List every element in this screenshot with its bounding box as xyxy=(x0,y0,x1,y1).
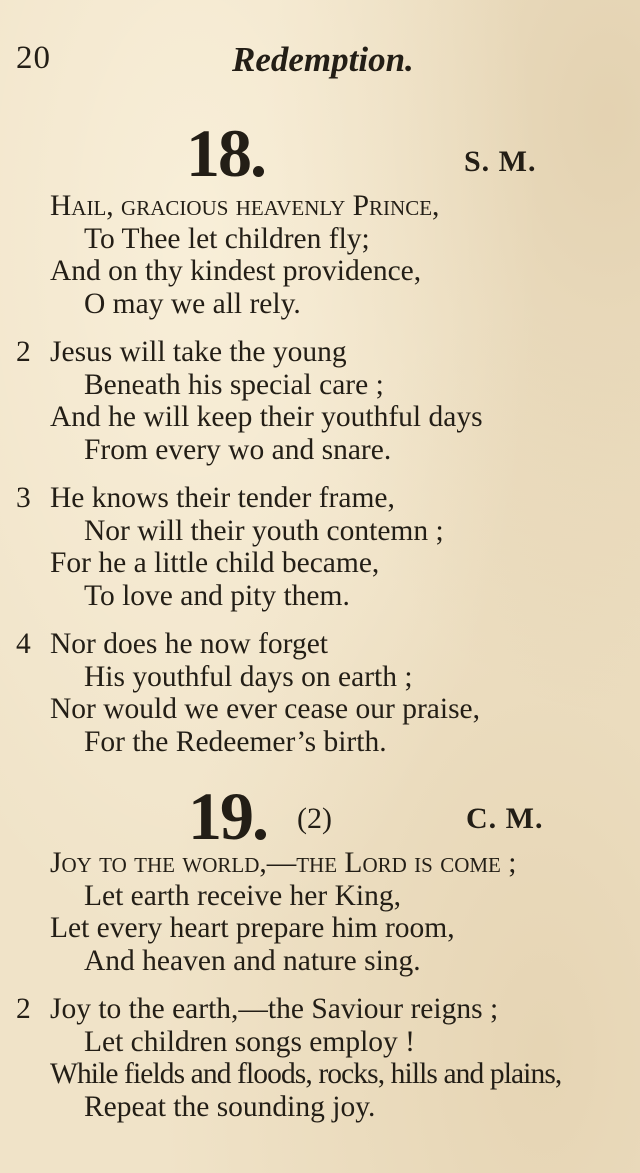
verse-line: And on thy kindest providence, xyxy=(50,255,422,287)
verse-line-text: Nor does he now forget xyxy=(50,628,329,660)
verse-line-text: He knows their tender frame, xyxy=(50,482,395,514)
stanza-number: 3 xyxy=(16,482,31,514)
page-number: 20 xyxy=(16,40,51,76)
verse-line xyxy=(0,482,640,515)
verse-line-text: Hail, gracious heavenly Prince, xyxy=(50,190,440,222)
verse-line-text: Joy to the world,—the Lord is come ; xyxy=(50,847,517,879)
stanza-number: 2 xyxy=(16,993,31,1025)
verse-line: And he will keep their youthful days xyxy=(50,401,483,433)
verse-line xyxy=(0,336,640,369)
verse-line: Beneath his special care ; xyxy=(84,368,384,401)
verse-line xyxy=(0,993,640,1026)
hymn-meter: C. M. xyxy=(466,802,544,835)
stanza-number: 4 xyxy=(16,628,31,660)
verse-line: Nor will their youth contemn ; xyxy=(84,514,444,547)
verse-line: O may we all rely. xyxy=(84,287,301,320)
verse-line: And heaven and nature sing. xyxy=(84,944,421,977)
verse-line xyxy=(0,847,640,880)
verse-line: Let children songs employ ! xyxy=(84,1025,415,1058)
verse-line: For he a little child became, xyxy=(50,547,380,579)
verse-line: From every wo and snare. xyxy=(84,433,392,466)
verse-line: To love and pity them. xyxy=(84,579,350,612)
verse-line: His youthful days on earth ; xyxy=(84,660,413,693)
hymn-heading xyxy=(0,115,640,191)
page-header xyxy=(16,40,620,80)
hymn-tune-count: (2) xyxy=(297,802,332,835)
running-head: Redemption. xyxy=(232,40,414,79)
verse-line xyxy=(0,190,640,223)
stanza xyxy=(0,482,640,612)
verse-line: For the Redeemer’s birth. xyxy=(84,725,387,758)
hymn-meter: S. M. xyxy=(464,145,537,178)
stanza xyxy=(0,336,640,466)
verse-line: Nor would we ever cease our praise, xyxy=(50,693,481,725)
verse-line: Let every heart prepare him room, xyxy=(50,912,455,944)
stanza xyxy=(0,628,640,758)
verse-line: While fields and floods, rocks, hills and plains, xyxy=(50,1058,562,1090)
verse-line-text: Jesus will take the young xyxy=(50,336,347,368)
verse-line: Let earth receive her King, xyxy=(84,879,401,912)
hymn-heading xyxy=(0,778,640,854)
verse-line: Repeat the sounding joy. xyxy=(84,1090,376,1123)
stanza xyxy=(0,847,640,977)
stanza xyxy=(0,993,640,1123)
verse-line: To Thee let children fly; xyxy=(84,222,370,255)
hymn-number: 19. xyxy=(188,778,267,854)
stanza xyxy=(0,190,640,320)
verse-line-text: Joy to the earth,—the Saviour reigns ; xyxy=(50,993,499,1025)
stanza-number: 2 xyxy=(16,336,31,368)
hymn-number: 18. xyxy=(186,115,265,191)
verse-line xyxy=(0,628,640,661)
